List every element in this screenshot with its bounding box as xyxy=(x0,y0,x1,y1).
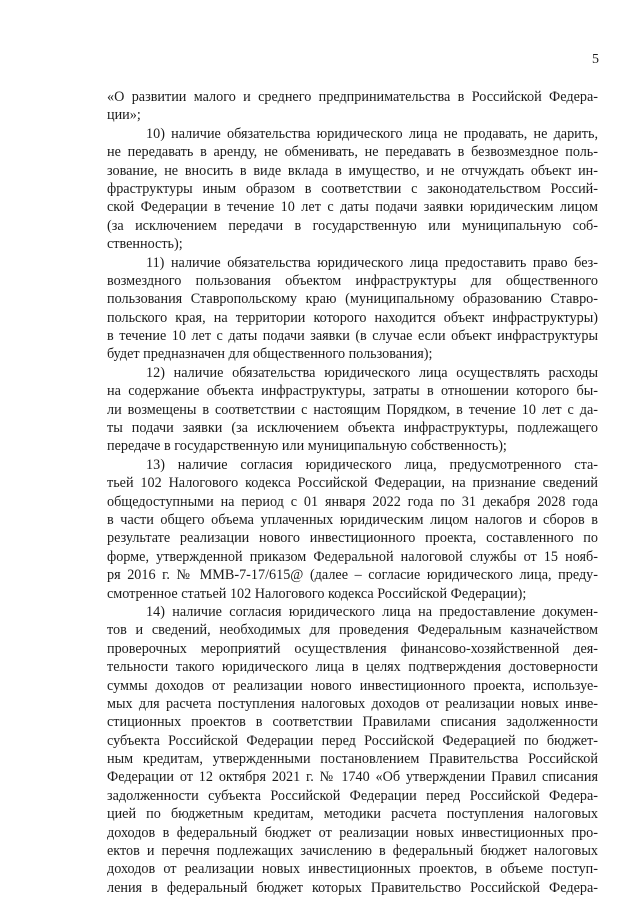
text-line: тов и сведений, необходимых для проведения Федеральным казначейством xyxy=(107,622,598,639)
page-number: 5 xyxy=(592,52,599,67)
text-line: зование, не вносить в виде вклада в имуществo, и не отчуждать объект ин- xyxy=(107,162,598,179)
text-line: цией по бюджетным кредитам, методики расчета поступления налоговых xyxy=(107,806,598,823)
text-line: задолженности субъекта Российской Федерации перед Российской Федера- xyxy=(107,787,598,804)
text-line: ли возмещены в соответствии с настоящим Порядком, в течение 10 лет с да- xyxy=(107,401,598,418)
text-line: ным кредитам, утвержденными постановлением Правительства Российской xyxy=(107,751,598,768)
text-line: тельности такого юридического лица в целях подтверждения достоверности xyxy=(107,659,598,676)
text-line: передаче в государственную или муниципальную собственность); xyxy=(107,438,507,455)
text-line: не передавать в аренду, не обменивать, не передавать в безвозмездное поль- xyxy=(107,144,598,161)
text-line: тьей 102 Налогового кодекса Российской Федерации, на признание сведений xyxy=(107,475,598,492)
paragraph-first-line: 13) наличие согласия юридического лица, предусмотренного ста- xyxy=(146,456,598,473)
text-line: стиционных проектов в соответствии Правилами списания задолженности xyxy=(107,714,598,731)
text-line: польского края, на территории которого находится объект инфраструктуры) xyxy=(107,309,598,326)
text-line: ектов и перечня подлежащих зачислению в федеральный бюджет налоговых xyxy=(107,843,598,860)
paragraph-first-line: 14) наличие согласия юридического лица на предоставление докумен- xyxy=(146,603,598,620)
text-line: ря 2016 г. № ММВ-7-17/615@ (далее – согласие юридического лица, преду- xyxy=(107,567,598,584)
text-line: в части общего объема уплаченных юридическим лицом налогов и сборов в xyxy=(107,511,598,528)
text-line: (за исключением передачи в государственную или муниципальную соб- xyxy=(107,217,598,234)
text-line: в течение 10 лет с даты подачи заявки (в случае если объект инфраструктуры xyxy=(107,328,598,345)
text-line: ской Федерации в течение 10 лет с даты подачи заявки юридическим лицом xyxy=(107,199,598,216)
text-line: доходов в федеральный бюджет от реализации новых инвестиционных про- xyxy=(107,824,598,841)
text-line: возмездного пользования объектом инфраструктуры для общественного xyxy=(107,272,598,289)
text-line: суммы доходов от реализации нового инвестиционного проекта, используе- xyxy=(107,677,598,694)
text-line: проверочных мероприятий осуществления финансово-хозяйственной дея- xyxy=(107,640,598,657)
text-line: ции»; xyxy=(107,107,141,124)
text-line: ты подачи заявки (за исключением объекта инфраструктуры, подлежащего xyxy=(107,420,598,437)
text-line: общедоступными на период с 01 января 2022 года по 31 декабря 2028 года xyxy=(107,493,598,510)
text-line: смотренное статьей 102 Налогового кодекса Российской Федерации); xyxy=(107,585,527,602)
document-body xyxy=(107,88,598,897)
paragraph-first-line: 11) наличие обязательства юридического лица предоставить право без- xyxy=(146,254,598,271)
text-line: фраструктуры иным образом в соответствии с законодательством Россий- xyxy=(107,180,598,197)
text-line: форме, утвержденной приказом Федеральной налоговой службы от 15 нояб- xyxy=(107,548,598,565)
text-line: ления в федеральный бюджет которых Правительство Российской Федера- xyxy=(107,879,598,896)
text-line: на содержание объекта инфраструктуры, затраты в отношении которого бы- xyxy=(107,383,598,400)
paragraph-first-line: 12) наличие обязательства юридического лица осуществлять расходы xyxy=(146,364,598,381)
text-line: «О развитии малого и среднего предпринимательства в Российской Федера- xyxy=(107,89,598,105)
text-line: Федерации от 12 октября 2021 г. № 1740 «Об утверждении Правил списания xyxy=(107,769,598,786)
text-line: будет предназначен для общественного пользования); xyxy=(107,346,433,363)
text-line: ственность); xyxy=(107,236,183,253)
text-line: пользования Ставропольскому краю (муниципальному образованию Ставро- xyxy=(107,291,598,308)
text-line: мых для расчета поступления налоговых доходов от реализации новых инве- xyxy=(107,695,598,712)
paragraph-first-line: 10) наличие обязательства юридического лица не продавать, не дарить, xyxy=(146,125,598,142)
text-line: результате реализации нового инвестиционного проекта, составленного по xyxy=(107,530,598,547)
text-line: субъекта Российской Федерации перед Российской Федерацией по бюджет- xyxy=(107,732,598,749)
text-line: доходов от реализации новых инвестиционных проектов, в объеме поступ- xyxy=(107,861,598,878)
